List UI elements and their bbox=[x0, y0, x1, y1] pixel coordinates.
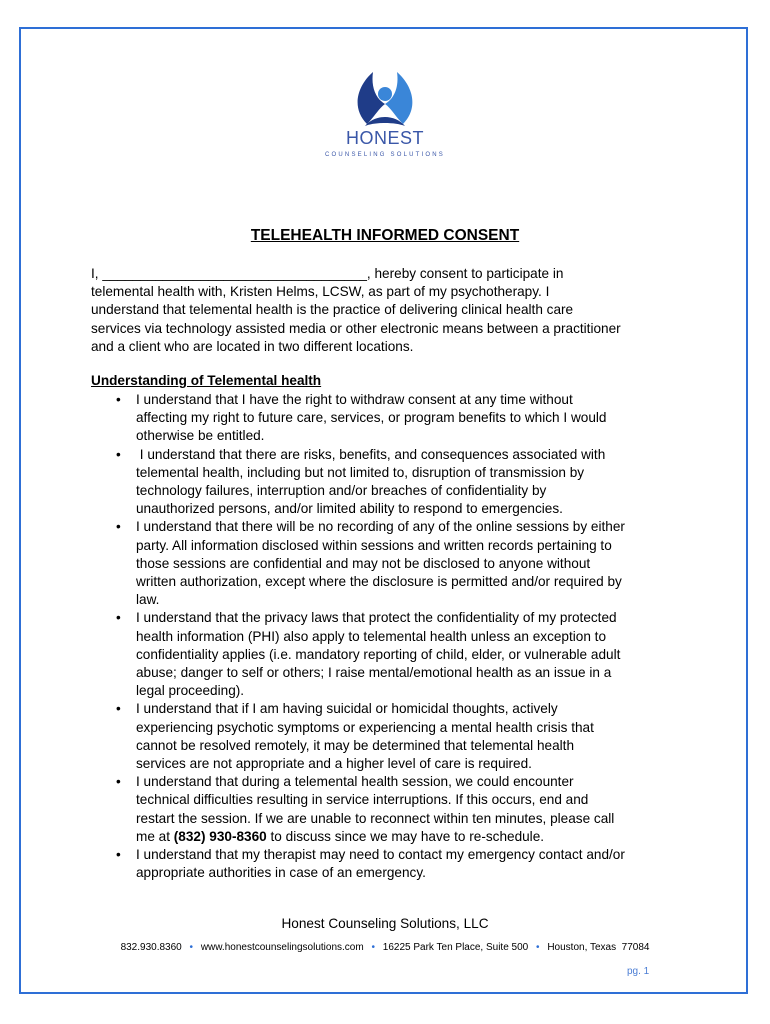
intro-line: and a client who are located in two different locations. bbox=[91, 338, 414, 354]
consent-list bbox=[91, 391, 691, 882]
list-line: written authorization, except where the disclosure is permitted and/or required by bbox=[136, 574, 622, 590]
list-line: technical difficulties resulting in service interruptions. If this occurs, end and bbox=[136, 792, 589, 808]
intro-line: understand that telemental health is the practice of delivering clinical health care bbox=[91, 302, 574, 318]
list-line: technology failures, interruption and/or breaches of confidentiality by bbox=[136, 483, 547, 499]
bullet-icon: • bbox=[116, 446, 121, 462]
footer-website: www.honestcounselingsolutions.com bbox=[200, 942, 364, 953]
intro-paragraph bbox=[91, 265, 691, 356]
list-line: health information (PHI) also apply to telemental health unless an exception to bbox=[136, 628, 607, 644]
footer-address: 16225 Park Ten Place, Suite 500 bbox=[382, 942, 529, 953]
intro-line: I, ___________________________________, hereby consent to participate in bbox=[91, 266, 564, 281]
list-line: those sessions are confidential and may not be disclosed to anyone without bbox=[136, 555, 591, 571]
separator-dot: • bbox=[536, 942, 540, 953]
bullet-icon: • bbox=[116, 519, 121, 535]
phone-suffix: to discuss since we may have to re-schedule. bbox=[266, 828, 545, 844]
footer-company: Honest Counseling Solutions, LLC bbox=[281, 916, 489, 931]
bullet-icon: • bbox=[116, 610, 121, 626]
list-item bbox=[91, 518, 691, 609]
list-item bbox=[91, 609, 691, 700]
separator-dot: • bbox=[371, 942, 375, 953]
page-number: pg. 1 bbox=[627, 966, 650, 977]
phone-number: (832) 930-8360 bbox=[173, 828, 267, 844]
phone-prefix: me at bbox=[136, 828, 174, 844]
footer-contact bbox=[0, 942, 770, 953]
list-line: I understand that my therapist may need to contact my emergency contact and/or bbox=[136, 847, 625, 863]
logo-wordmark: HONEST bbox=[345, 128, 424, 148]
list-line: I understand that there will be no recording of any of the online sessions by either bbox=[136, 519, 625, 535]
list-line: I understand that there are risks, benefits, and consequences associated with bbox=[136, 446, 606, 462]
list-line: legal proceeding). bbox=[136, 683, 245, 699]
list-line: unauthorized persons, and/or limited ability to respond to emergencies. bbox=[136, 501, 563, 517]
list-line: I understand that I have the right to withdraw consent at any time without bbox=[136, 392, 573, 407]
bullet-icon: • bbox=[116, 392, 121, 407]
footer-city: Houston, Texas 77084 bbox=[547, 942, 650, 953]
list-item bbox=[91, 391, 691, 446]
list-line: law. bbox=[136, 592, 160, 608]
list-line: I understand that if I am having suicidal or homicidal thoughts, actively bbox=[136, 701, 558, 717]
list-line: confidentiality applies (i.e. mandatory reporting of child, elder, or vulnerable adult bbox=[136, 646, 621, 662]
list-line: cannot be resolved remotely, it may be determined that telemental health bbox=[136, 737, 575, 753]
list-line: party. All information disclosed within sessions and written records pertaining to bbox=[136, 537, 612, 553]
separator-dot: • bbox=[189, 942, 194, 953]
intro-line: services via technology assisted media or other electronic means between a practitioner bbox=[91, 320, 621, 336]
bullet-icon: • bbox=[116, 847, 121, 863]
list-line: I understand that the privacy laws that protect the confidentiality of my protected bbox=[136, 610, 617, 626]
section-heading: Understanding of Telemental health bbox=[91, 373, 322, 388]
list-line: I understand that during a telemental health session, we could encounter bbox=[136, 774, 574, 790]
list-item bbox=[91, 700, 691, 773]
list-item bbox=[91, 446, 691, 519]
bullet-icon: • bbox=[116, 701, 121, 717]
list-line: appropriate authorities in case of an emergency. bbox=[136, 865, 426, 881]
list-item bbox=[91, 846, 691, 882]
list-line: experiencing psychotic symptoms or experiencing a mental health crisis that bbox=[136, 719, 594, 735]
list-line: abuse; danger to self or others; I raise mental/emotional health as an issue in a bbox=[136, 665, 612, 681]
list-line bbox=[136, 828, 691, 846]
list-line: otherwise be entitled. bbox=[136, 428, 265, 444]
list-line: affecting my right to future care, services, or program benefits to which I would bbox=[136, 410, 607, 426]
list-line: restart the session. If we are unable to reconnect within ten minutes, please call bbox=[136, 810, 615, 826]
document-title: TELEHEALTH INFORMED CONSENT bbox=[250, 227, 520, 244]
list-item bbox=[91, 773, 691, 846]
intro-line: telemental health with, Kristen Helms, LCSW, as part of my psychotherapy. I bbox=[91, 284, 550, 300]
list-line: telemental health, including but not limited to, disruption of transmission by bbox=[136, 464, 585, 480]
logo-subtitle: COUNSELING SOLUTIONS bbox=[324, 152, 445, 158]
bullet-icon: • bbox=[116, 774, 121, 790]
list-line: services are not appropriate and a higher level of care is required. bbox=[136, 756, 532, 772]
footer-phone: 832.930.8360 bbox=[120, 942, 182, 953]
